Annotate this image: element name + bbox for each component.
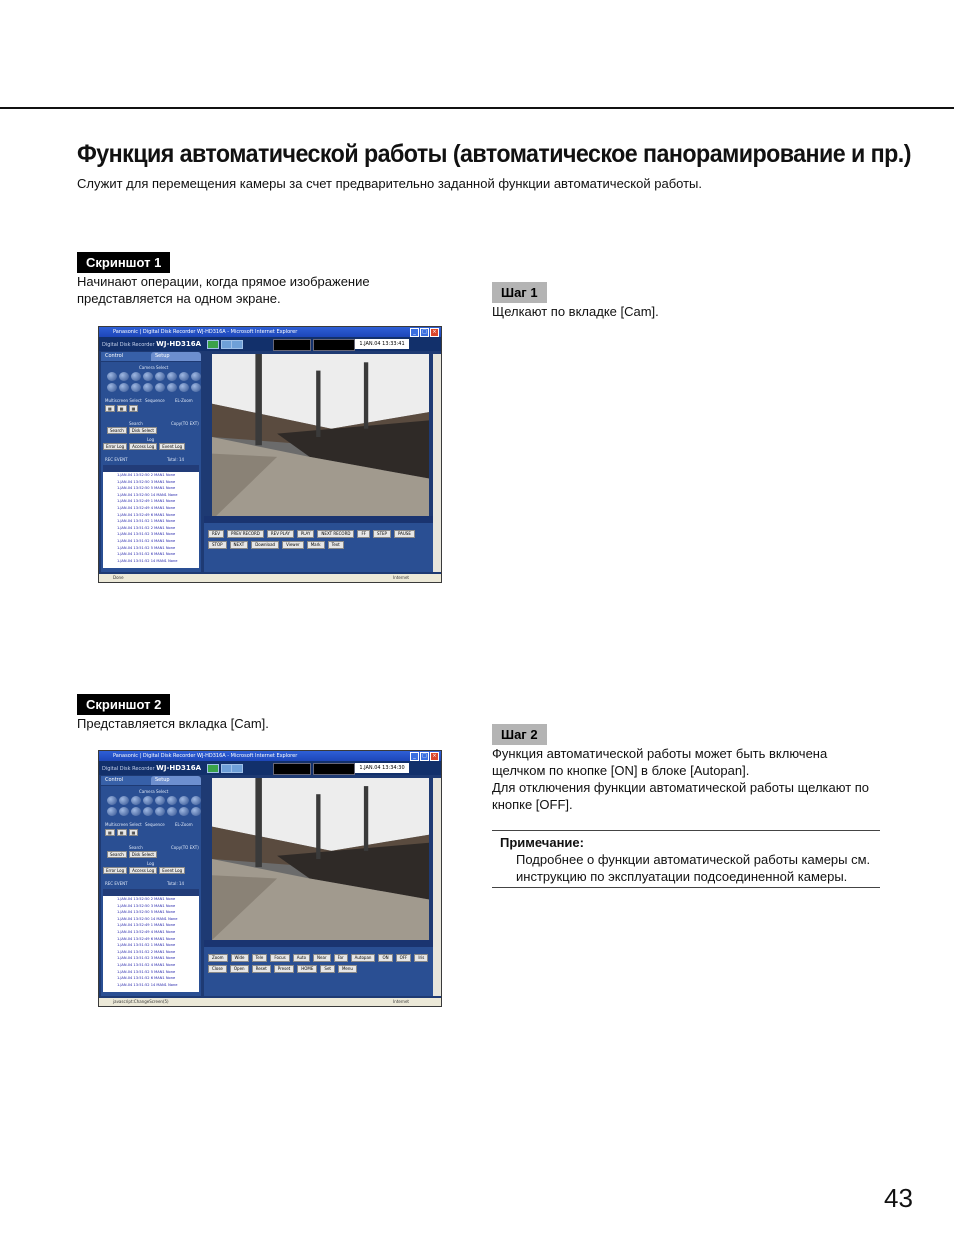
- camera-select-label: Camera Select: [139, 789, 169, 794]
- screenshot-2-image: [98, 750, 442, 1007]
- minimize-icon: _: [410, 752, 419, 761]
- control-button[interactable]: Zoom: [208, 954, 228, 962]
- camera-button[interactable]: [179, 372, 189, 381]
- screenshot-1-image: [98, 326, 442, 583]
- camera-button[interactable]: [191, 383, 201, 392]
- status-zone: Internet: [393, 575, 409, 580]
- event-list-header: [103, 889, 199, 896]
- event-list: [103, 465, 199, 568]
- list-item[interactable]: 1.JAN.04 13:52:49 1 MAN1 None: [117, 499, 176, 504]
- playback-buttons: [208, 530, 434, 549]
- page-number: 43: [884, 1183, 913, 1213]
- browser-status-bar: [99, 574, 441, 582]
- search-button[interactable]: Search: [107, 851, 127, 858]
- app-header: [99, 337, 441, 351]
- note-bottom-rule: [492, 887, 880, 888]
- camera-button[interactable]: [107, 796, 117, 805]
- log-label: Log: [147, 861, 155, 866]
- control-button[interactable]: Download: [251, 541, 279, 549]
- multiscreen-select-label: Multiscreen Select: [105, 822, 142, 827]
- search-buttons: [107, 851, 157, 858]
- multiscreen-button[interactable]: ▦: [105, 405, 115, 412]
- multiscreen-select-label: Multiscreen Select: [105, 398, 142, 403]
- camera-button[interactable]: [167, 807, 177, 816]
- list-item[interactable]: 1.JAN.04 13:51:52 14 MAN1 None: [117, 982, 178, 987]
- log-label: Log: [147, 437, 155, 442]
- maximize-icon: □: [420, 328, 429, 337]
- sequence-label: Sequence: [145, 822, 165, 827]
- camera-button[interactable]: [131, 796, 141, 805]
- info-box: [313, 763, 355, 775]
- close-icon: ×: [430, 328, 439, 337]
- control-button[interactable]: HOME: [297, 965, 317, 973]
- control-button[interactable]: Far: [334, 954, 348, 962]
- camera-buttons: [107, 796, 197, 816]
- timeline-strip: [204, 516, 438, 523]
- list-item[interactable]: 1.JAN.04 13:51:52 3 MAN1 None: [117, 956, 176, 961]
- status-text: javascript:ChangeScreen(5): [113, 999, 169, 1004]
- control-button[interactable]: Close: [208, 965, 227, 973]
- control-button[interactable]: Auto: [293, 954, 310, 962]
- list-item[interactable]: 1.JAN.04 13:52:50 14 MAN1 None: [117, 492, 178, 497]
- list-item[interactable]: 1.JAN.04 13:51:52 1 MAN1 None: [117, 519, 176, 524]
- copy-label: Copy(TO EXT): [171, 845, 199, 850]
- list-item[interactable]: 1.JAN.04 13:52:50 14 MAN1 None: [117, 916, 178, 921]
- camera-button[interactable]: [119, 796, 129, 805]
- list-item[interactable]: 1.JAN.04 13:51:52 6 MAN1 None: [117, 976, 176, 981]
- camera-button[interactable]: [155, 372, 165, 381]
- camera-button[interactable]: [131, 383, 141, 392]
- scrollbar[interactable]: [433, 778, 441, 996]
- cam-strip: [204, 940, 438, 947]
- step-1-text: Щелкают по вкладке [Cam].: [492, 304, 659, 319]
- error-log-button[interactable]: Error Log: [103, 443, 127, 450]
- window-titlebar: Panasonic | Digital Disk Recorder WJ-HD316A - Microsoft Internet Explorer: [99, 327, 441, 337]
- list-item[interactable]: 1.JAN.04 13:51:52 3 MAN1 None: [117, 532, 176, 537]
- control-button[interactable]: Focus: [270, 954, 289, 962]
- note-title: Примечание:: [500, 835, 584, 850]
- copy-label: Copy(TO EXT): [171, 421, 199, 426]
- sequence-label: Sequence: [145, 398, 165, 403]
- recorder-app: [99, 761, 441, 998]
- app-header: [99, 761, 441, 775]
- product-prefix: Digital Disk Recorder: [102, 766, 155, 772]
- multiscreen-buttons: [105, 829, 138, 836]
- control-button[interactable]: Set: [320, 965, 335, 973]
- tab-control[interactable]: Control: [101, 352, 153, 361]
- product-name: [102, 338, 201, 351]
- search-label: Search: [129, 845, 143, 850]
- list-item[interactable]: 1.JAN.04 13:51:52 6 MAN1 None: [117, 552, 176, 557]
- camera-button[interactable]: [167, 383, 177, 392]
- camera-button[interactable]: [155, 383, 165, 392]
- tab-setup[interactable]: Setup: [151, 776, 201, 785]
- access-log-button[interactable]: Access Log: [129, 867, 157, 874]
- list-item[interactable]: 1.JAN.04 13:51:52 5 MAN1 None: [117, 545, 176, 550]
- clock-display: 1.JAN.04 13:34:30: [355, 763, 409, 773]
- live-video: [212, 354, 429, 520]
- camera-button[interactable]: [191, 807, 201, 816]
- tab-setup[interactable]: Setup: [151, 352, 201, 361]
- control-button[interactable]: OFF: [396, 954, 412, 962]
- camera-button[interactable]: [191, 372, 201, 381]
- control-button[interactable]: Open: [230, 965, 249, 973]
- camera-button[interactable]: [131, 372, 141, 381]
- screenshot-1-tag: Скриншот 1: [77, 252, 170, 273]
- list-item[interactable]: 1.JAN.04 13:52:49 6 MAN1 None: [117, 936, 176, 941]
- search-label: Search: [129, 421, 143, 426]
- camera-button[interactable]: [107, 807, 117, 816]
- search-buttons: [107, 427, 157, 434]
- control-button[interactable]: PLAY: [297, 530, 315, 538]
- control-button[interactable]: REV: [208, 530, 224, 538]
- control-button[interactable]: STEP: [373, 530, 391, 538]
- camera-button[interactable]: [179, 796, 189, 805]
- tab-control[interactable]: Control: [101, 776, 153, 785]
- list-item[interactable]: 1.JAN.04 13:51:52 5 MAN1 None: [117, 969, 176, 974]
- live-video: [212, 778, 429, 940]
- list-item[interactable]: 1.JAN.04 13:51:52 2 MAN1 None: [117, 525, 176, 530]
- camera-image: [212, 354, 429, 520]
- control-button[interactable]: Text: [328, 541, 344, 549]
- page-title: Функция автоматической работы (автоматическое панорамирование и пр.): [77, 140, 911, 168]
- app-tabs: [101, 352, 203, 361]
- screenshot-1-text-line-2: представляется на одном экране.: [77, 291, 281, 306]
- control-button[interactable]: Reset: [252, 965, 271, 973]
- error-log-button[interactable]: Error Log: [103, 867, 127, 874]
- camera-button[interactable]: [155, 796, 165, 805]
- minimize-icon: _: [410, 328, 419, 337]
- step-2-tag: Шаг 2: [492, 724, 547, 745]
- control-panel: [101, 786, 201, 996]
- list-item[interactable]: 1.JAN.04 13:52:50 2 MAN1 None: [117, 897, 176, 901]
- step-2-line-1: Функция автоматической работы может быть включена: [492, 746, 828, 761]
- control-button[interactable]: FF: [357, 530, 370, 538]
- scrollbar[interactable]: [433, 354, 441, 572]
- screenshot-1-text-line-1: Начинают операции, когда прямое изображение: [77, 274, 370, 289]
- note-top-rule: [492, 830, 880, 831]
- list-item[interactable]: 1.JAN.04 13:51:52 4 MAN1 None: [117, 962, 176, 967]
- product-prefix: Digital Disk Recorder: [102, 342, 155, 348]
- event-list: [103, 889, 199, 992]
- list-item[interactable]: 1.JAN.04 13:52:50 3 MAN1 None: [117, 479, 176, 484]
- app-tabs: [101, 776, 203, 785]
- multiscreen-button[interactable]: ▦: [105, 829, 115, 836]
- camera-button[interactable]: [143, 796, 153, 805]
- camera-button[interactable]: [119, 383, 129, 392]
- log-buttons: [103, 443, 185, 450]
- control-button[interactable]: REV PLAY: [267, 530, 294, 538]
- camera-button[interactable]: [167, 372, 177, 381]
- camera-button[interactable]: [131, 807, 141, 816]
- control-button[interactable]: NEXT RECORD: [317, 530, 354, 538]
- list-item[interactable]: 1.JAN.04 13:51:52 2 MAN1 None: [117, 949, 176, 954]
- control-button[interactable]: ON: [378, 954, 392, 962]
- camera-button[interactable]: [107, 383, 117, 392]
- top-rule: [0, 107, 954, 109]
- control-button[interactable]: Menu: [338, 965, 357, 973]
- camera-button[interactable]: [167, 796, 177, 805]
- event-log-button[interactable]: Event Log: [159, 867, 185, 874]
- control-button[interactable]: Viewer: [282, 541, 304, 549]
- camera-button[interactable]: [143, 372, 153, 381]
- status-zone: Internet: [393, 999, 409, 1004]
- list-item[interactable]: 1.JAN.04 13:52:50 2 MAN1 None: [117, 473, 176, 477]
- control-button[interactable]: PAUSE: [394, 530, 415, 538]
- product-model: WJ-HD316A: [156, 340, 202, 348]
- control-button[interactable]: Autopan: [351, 954, 376, 962]
- multiscreen-button[interactable]: ▦: [129, 405, 139, 412]
- alarm-box: [273, 339, 311, 351]
- alarm-box: [273, 763, 311, 775]
- camera-button[interactable]: [119, 807, 129, 816]
- control-button[interactable]: Preset: [274, 965, 294, 973]
- camera-button[interactable]: [143, 807, 153, 816]
- el-zoom-label: EL-Zoom: [175, 398, 193, 403]
- total-count: Total: 14: [167, 457, 185, 462]
- recorder-app: [99, 337, 441, 574]
- screenshot-2-tag: Скриншот 2: [77, 694, 170, 715]
- list-item[interactable]: 1.JAN.04 13:51:52 4 MAN1 None: [117, 538, 176, 543]
- list-item[interactable]: 1.JAN.04 13:52:49 4 MAN1 None: [117, 505, 176, 510]
- list-item[interactable]: 1.JAN.04 13:52:49 6 MAN1 None: [117, 512, 176, 517]
- maximize-icon: □: [420, 752, 429, 761]
- step-2-line-4: кнопке [OFF].: [492, 797, 573, 812]
- control-panel: [101, 362, 201, 572]
- event-log-button[interactable]: Event Log: [159, 443, 185, 450]
- camera-button[interactable]: [179, 383, 189, 392]
- camera-button[interactable]: [143, 383, 153, 392]
- disk-select-button[interactable]: Disk Select: [129, 427, 157, 434]
- camera-buttons-block: [208, 954, 434, 973]
- browser-status-bar: [99, 998, 441, 1006]
- close-icon: ×: [430, 752, 439, 761]
- control-button[interactable]: Near: [313, 954, 331, 962]
- search-button[interactable]: Search: [107, 427, 127, 434]
- control-button[interactable]: Wide: [231, 954, 249, 962]
- product-model: WJ-HD316A: [156, 764, 202, 772]
- list-item[interactable]: 1.JAN.04 13:52:50 5 MAN1 None: [117, 486, 176, 491]
- list-item[interactable]: 1.JAN.04 13:52:50 5 MAN1 None: [117, 910, 176, 915]
- step-2-line-3: Для отключения функции автоматической работы щелкают по: [492, 780, 870, 795]
- status-indicator: [207, 764, 219, 773]
- info-box: [313, 339, 355, 351]
- camera-image: [212, 778, 429, 940]
- camera-controls: [204, 940, 438, 996]
- camera-select-label: Camera Select: [139, 365, 169, 370]
- multiscreen-button[interactable]: ▦: [117, 405, 127, 412]
- window-controls: [410, 328, 439, 337]
- rec-event-label: REC EVENT: [105, 457, 128, 462]
- rec-event-label: REC EVENT: [105, 881, 128, 886]
- playback-controls: [204, 516, 438, 572]
- page-subtitle: Служит для перемещения камеры за счет предварительно заданной функции автоматической работы.: [77, 176, 703, 191]
- list-item[interactable]: 1.JAN.04 13:51:52 14 MAN1 None: [117, 558, 178, 563]
- product-name: [102, 762, 201, 775]
- control-button[interactable]: NEXT: [230, 541, 249, 549]
- camera-button[interactable]: [179, 807, 189, 816]
- multiscreen-buttons: [105, 405, 138, 412]
- window-titlebar: Panasonic | Digital Disk Recorder WJ-HD316A - Microsoft Internet Explorer: [99, 751, 441, 761]
- list-item[interactable]: 1.JAN.04 13:52:50 3 MAN1 None: [117, 903, 176, 908]
- list-item[interactable]: 1.JAN.04 13:52:49 1 MAN1 None: [117, 923, 176, 928]
- step-2-line-2: щелчком по кнопке [ON] в блоке [Autopan].: [492, 763, 750, 778]
- note-line-2: инструкцию по эксплуатации подсоединенной камеры.: [516, 869, 848, 884]
- control-button[interactable]: Mark: [307, 541, 325, 549]
- window-controls: [410, 752, 439, 761]
- status-indicator: [231, 764, 243, 773]
- camera-buttons: [107, 372, 197, 392]
- step-1-tag: Шаг 1: [492, 282, 547, 303]
- control-button[interactable]: Tele: [252, 954, 268, 962]
- note-line-1: Подробнее о функции автоматической работы камеры см.: [516, 852, 871, 867]
- list-item[interactable]: 1.JAN.04 13:51:52 1 MAN1 None: [117, 943, 176, 948]
- control-button[interactable]: PREV RECORD: [227, 530, 264, 538]
- camera-button[interactable]: [107, 372, 117, 381]
- multiscreen-button[interactable]: ▦: [117, 829, 127, 836]
- control-button[interactable]: STOP: [208, 541, 227, 549]
- total-count: Total: 14: [167, 881, 185, 886]
- screenshot-2-text: Представляется вкладка [Cam].: [77, 716, 269, 731]
- status-indicator: [231, 340, 243, 349]
- log-buttons: [103, 867, 185, 874]
- camera-button[interactable]: [191, 796, 201, 805]
- el-zoom-label: EL-Zoom: [175, 822, 193, 827]
- event-list-header: [103, 465, 199, 472]
- status-indicator: [207, 340, 219, 349]
- access-log-button[interactable]: Access Log: [129, 443, 157, 450]
- status-text: Done: [113, 575, 124, 580]
- clock-display: 1.JAN.04 13:33:41: [355, 339, 409, 349]
- control-button[interactable]: Iris: [414, 954, 428, 962]
- camera-button[interactable]: [119, 372, 129, 381]
- disk-select-button[interactable]: Disk Select: [129, 851, 157, 858]
- camera-button[interactable]: [155, 807, 165, 816]
- list-item[interactable]: 1.JAN.04 13:52:49 4 MAN1 None: [117, 929, 176, 934]
- multiscreen-button[interactable]: ▦: [129, 829, 139, 836]
